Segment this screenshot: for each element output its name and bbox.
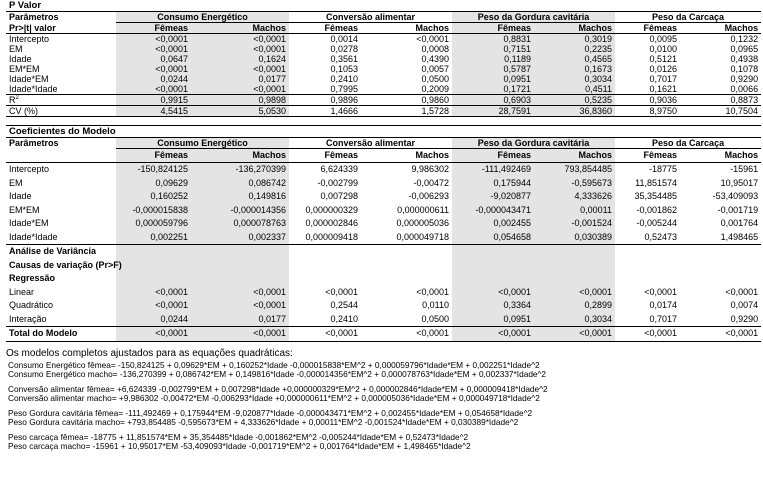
col-header: Fêmeas <box>289 149 361 163</box>
value-cell: 6,624339 <box>320 164 358 174</box>
col-header: Machos <box>680 149 761 163</box>
value-cell: <0,0001 <box>191 84 289 95</box>
group-header: Consumo Energético <box>116 12 289 23</box>
value-cell: 0,149816 <box>191 190 289 204</box>
row-label: EM*EM <box>9 204 40 215</box>
r2-row <box>6 95 761 106</box>
p-value-title-row <box>6 0 761 12</box>
value-cell: 35,354485 <box>634 191 677 201</box>
value-cell: <0,0001 <box>116 299 191 313</box>
anova-subtitle <box>6 259 761 273</box>
value-cell: 0,0014 <box>330 34 358 44</box>
p-value-table <box>6 0 761 117</box>
equation-line: Peso Gordura cavitária fêmea= -111,492469 + 0,175944*EM -9,020877*Idade -0,000043471*EM^2 + 0,002455*Idade*EM + 0,054658*Idade^2 <box>8 407 533 418</box>
value-cell: 0,4565 <box>534 54 615 64</box>
value-cell: -136,270399 <box>191 163 289 177</box>
value-cell: <0,0001 <box>116 84 191 95</box>
value-cell: 0,4390 <box>421 54 449 64</box>
table-row <box>6 204 761 218</box>
table-row <box>6 34 761 45</box>
anova-title <box>6 245 761 259</box>
value-cell: 0,2235 <box>534 44 615 54</box>
col-header: Machos <box>361 149 452 163</box>
value-cell: 0,000009418 <box>289 231 361 245</box>
table-row <box>6 74 761 84</box>
value-cell: -0,001719 <box>717 204 759 215</box>
value-cell: <0,0001 <box>116 44 191 54</box>
row-label: Intercepto <box>9 164 50 174</box>
value-cell: 0,0244 <box>116 313 191 327</box>
value-cell: 793,854485 <box>534 163 615 177</box>
table-row <box>6 177 761 191</box>
value-cell: 0,000000611 <box>397 204 449 215</box>
col-header: Fêmeas <box>116 23 191 34</box>
anova-title-text: Análise de Variância <box>9 246 97 256</box>
value-cell: 0,160252 <box>116 190 191 204</box>
value-cell: <0,0001 <box>534 286 615 300</box>
value-cell: 1,4666 <box>289 106 361 117</box>
table-row <box>6 313 761 327</box>
equation-line: Conversão alimentar macho= +9,986302 -0,00472*EM -0,006293*Idade +0,000000611*EM^2 + 0,000005036*Idade*EM + 0,000049718*Idade^2 <box>8 393 540 403</box>
table-row <box>6 64 761 74</box>
table-row <box>6 190 761 204</box>
value-cell: <0,0001 <box>680 327 761 342</box>
equations-title: Os modelos completos ajustados para as equações quadráticas: <box>6 347 293 359</box>
value-cell: 0,1624 <box>191 54 289 64</box>
row-label: Idade*EM <box>9 74 49 84</box>
table-row <box>6 44 761 54</box>
value-cell: 4,333626 <box>534 190 615 204</box>
value-cell: -53,409093 <box>712 191 759 201</box>
value-cell: -0,000014356 <box>191 204 289 218</box>
value-cell: 0,2410 <box>330 313 358 324</box>
sub-label: Pr>|t| valor <box>6 23 116 34</box>
value-cell: 0,030389 <box>534 231 615 245</box>
col-header: Fêmeas <box>289 23 361 34</box>
value-cell: 0,5235 <box>534 95 615 106</box>
value-cell: 0,6903 <box>452 95 534 106</box>
value-cell: 0,0095 <box>649 34 677 44</box>
value-cell: <0,0001 <box>416 34 449 44</box>
value-cell: 1,498465 <box>680 231 761 245</box>
value-cell: <0,0001 <box>191 327 289 342</box>
value-cell: -150,824125 <box>116 163 191 177</box>
param-label: Parâmetros <box>6 12 116 23</box>
value-cell: 0,175944 <box>452 177 534 191</box>
value-cell: 0,0100 <box>649 44 677 54</box>
p-value-title: P Valor <box>9 0 42 11</box>
value-cell: 1,5728 <box>361 106 452 117</box>
value-cell: 0,000078763 <box>191 217 289 231</box>
value-cell: 0,0066 <box>680 84 761 95</box>
value-cell: 0,2544 <box>330 300 358 310</box>
value-cell: 0,5121 <box>649 54 677 64</box>
value-cell: 0,000005036 <box>396 218 449 228</box>
value-cell: 0,2009 <box>361 84 452 95</box>
value-cell: <0,0001 <box>325 286 358 297</box>
group-header: Peso da Carcaça <box>615 12 761 23</box>
equation-line: Consumo Energético fêmea= -150,824125 + 0,09629*EM + 0,160252*Idade -0,000015838*EM^2 + 0,000059796*Idade*EM + 0,002251*Idade^2 <box>8 359 540 370</box>
value-cell: 0,000000329 <box>305 204 358 215</box>
col-header: Fêmeas <box>116 149 191 163</box>
row-label: Linear <box>9 286 35 297</box>
anova-subtitle-text: Causas de variação (Pr>F) <box>9 259 122 270</box>
value-cell: 0,8873 <box>680 95 761 106</box>
value-cell: <0,0001 <box>116 34 191 45</box>
group-header: Peso da Carcaça <box>615 138 761 149</box>
value-cell: 0,0278 <box>330 44 358 54</box>
value-cell: 0,9860 <box>361 95 452 106</box>
value-cell: <0,0001 <box>289 327 361 342</box>
col-header: Machos <box>680 23 761 34</box>
col-header: Fêmeas <box>452 23 534 34</box>
group-header: Peso da Gordura cavitária <box>452 138 615 149</box>
value-cell: 0,002455 <box>452 217 534 231</box>
value-cell: 0,0965 <box>730 44 759 54</box>
value-cell: 0,00011 <box>534 204 615 218</box>
value-cell: 0,3034 <box>534 74 615 84</box>
value-cell: <0,0001 <box>116 286 191 300</box>
value-cell: 0,8831 <box>452 34 534 45</box>
col-header: Fêmeas <box>615 149 680 163</box>
value-cell: 8,9750 <box>615 106 680 117</box>
value-cell: <0,0001 <box>644 286 677 297</box>
equations-section <box>0 348 763 452</box>
value-cell: <0,0001 <box>191 64 289 74</box>
value-cell: -0,00472 <box>413 177 449 188</box>
value-cell: <0,0001 <box>452 286 534 300</box>
value-cell: 11,851574 <box>635 177 677 188</box>
value-cell: 0,0177 <box>191 313 289 327</box>
col-header: Machos <box>191 23 289 34</box>
table-row <box>6 327 761 342</box>
value-cell: 0,3364 <box>452 299 534 313</box>
group-header: Peso da Gordura cavitária <box>452 12 615 23</box>
value-cell: 0,7017 <box>649 74 677 84</box>
r2-sup: 2 <box>15 95 19 101</box>
col-header: Machos <box>534 23 615 34</box>
value-cell: 0,0244 <box>116 74 191 84</box>
value-cell: 36,8360 <box>534 106 615 117</box>
value-cell: 0,7995 <box>289 84 361 95</box>
value-cell: -0,000043471 <box>452 204 534 218</box>
row-label: Quadrático <box>9 300 54 310</box>
col-header: Machos <box>191 149 289 163</box>
value-cell: 0,3561 <box>330 54 358 64</box>
value-cell: 0,2899 <box>534 299 615 313</box>
value-cell: 0,7151 <box>452 44 534 54</box>
value-cell: 0,3034 <box>534 313 615 327</box>
value-cell: 0,9036 <box>615 95 680 106</box>
value-cell: 0,0951 <box>452 313 534 327</box>
value-cell: <0,0001 <box>191 286 289 300</box>
value-cell: 0,001764 <box>720 218 759 228</box>
value-cell: <0,0001 <box>116 64 191 74</box>
row-label: Idade*Idade <box>6 84 116 95</box>
value-cell: 28,7591 <box>452 106 534 117</box>
value-cell: 0,5787 <box>452 64 534 74</box>
row-label: Idade <box>9 191 32 201</box>
value-cell: 0,52473 <box>615 231 680 245</box>
equation-line: Consumo Energético macho= -136,270399 + 0,086742*EM + 0,149816*Idade -0,000014356*EM^2 + 0,000078763*Idade*EM + 0,002337*Idade^2 <box>8 369 547 379</box>
col-header: Fêmeas <box>615 23 680 34</box>
value-cell: <0,0001 <box>452 327 534 342</box>
row-label: EM <box>9 44 23 54</box>
col-header: Fêmeas <box>452 149 534 163</box>
col-header: Machos <box>361 23 452 34</box>
equation-line: Conversão alimentar fêmea= +6,624339 -0,002799*EM + 0,007298*Idade +0,000000329*EM^2 + 0,000002846*Idade*EM + 0,000009418*Idade^2 <box>8 383 548 394</box>
value-cell: <0,0001 <box>361 327 452 342</box>
value-cell: 0,7017 <box>649 313 677 324</box>
value-cell: 10,95017 <box>720 177 759 188</box>
value-cell: 0,9898 <box>191 95 289 106</box>
value-cell: 0,1721 <box>452 84 534 95</box>
param-label: Parâmetros <box>6 138 116 149</box>
r2-label: R <box>9 95 16 105</box>
equation-line: Peso carcaça macho= -15961 + 10,95017*EM -53,409093*Idade -0,001719*EM^2 + 0,001764*Idade*EM + 1,498465*Idade^2 <box>8 441 471 451</box>
coef-title-row <box>6 126 761 138</box>
value-cell: 0,000049718 <box>361 231 452 245</box>
value-cell: -0,006293 <box>408 191 449 201</box>
table-row <box>6 299 761 313</box>
row-label: Interação <box>9 313 47 324</box>
value-cell: 0,2410 <box>330 74 358 84</box>
value-cell: 0,0174 <box>649 300 677 310</box>
table-row <box>6 54 761 64</box>
table-row <box>6 163 761 177</box>
coefficients-table <box>6 125 761 342</box>
value-cell: 0,1078 <box>730 64 759 74</box>
value-cell: <0,0001 <box>116 327 191 342</box>
anova-regression <box>6 272 761 286</box>
value-cell: 0,1621 <box>615 84 680 95</box>
row-label: Idade <box>9 54 32 64</box>
row-label: CV (%) <box>6 106 116 117</box>
value-cell: 0,0500 <box>421 74 449 84</box>
value-cell: 4,5415 <box>116 106 191 117</box>
row-label <box>6 95 116 106</box>
value-cell: 0,1189 <box>452 54 534 64</box>
value-cell: 0,054658 <box>452 231 534 245</box>
value-cell: 0,086742 <box>191 177 289 191</box>
value-cell: -0,001524 <box>534 217 615 231</box>
table-row <box>6 286 761 300</box>
row-label: Total do Modelo <box>6 327 116 342</box>
row-label: EM <box>9 177 23 188</box>
row-label: Idade*Idade <box>6 231 116 245</box>
equation-line: Peso Gordura cavitária macho= +793,854485 -0,595673*EM + 4,333626*Idade + 0,00011*EM^2 -0,001524*Idade*EM + 0,030389*Idade^2 <box>8 417 519 427</box>
value-cell: <0,0001 <box>725 286 759 297</box>
value-cell: 0,4938 <box>730 54 759 64</box>
value-cell: -15961 <box>730 164 759 174</box>
value-cell: 0,0500 <box>421 313 449 324</box>
value-cell: -0,595673 <box>534 177 615 191</box>
value-cell: <0,0001 <box>191 44 289 54</box>
value-cell: -0,000015838 <box>116 204 191 218</box>
value-cell: 0,0057 <box>421 64 449 74</box>
value-cell: 0,1232 <box>730 34 759 44</box>
value-cell: 0,0177 <box>191 74 289 84</box>
coef-title: Coeficientes do Modelo <box>6 126 761 138</box>
table-row <box>6 84 761 95</box>
value-cell: 0,3019 <box>534 34 615 45</box>
value-cell: 0,9896 <box>289 95 361 106</box>
value-cell: 0,4511 <box>534 84 615 95</box>
group-header: Conversão alimentar <box>289 138 452 149</box>
value-cell: <0,0001 <box>191 299 289 313</box>
value-cell: 0,0126 <box>649 64 677 74</box>
coef-group-header <box>6 138 761 149</box>
value-cell: 0,000002846 <box>305 218 358 228</box>
p-value-group-header <box>6 12 761 23</box>
group-header: Consumo Energético <box>116 138 289 149</box>
row-label: Idade*EM <box>9 218 49 228</box>
value-cell: -18775 <box>648 164 677 174</box>
value-cell: <0,0001 <box>416 286 449 297</box>
value-cell: 0,9290 <box>730 74 759 84</box>
value-cell: -0,005244 <box>636 218 677 228</box>
equation-line: Peso carcaça fêmea= -18775 + 11,851574*EM + 35,354485*Idade -0,001862*EM^2 -0,005244*Idade*EM + 0,52473*Idade^2 <box>8 431 469 442</box>
row-label: Intercepto <box>9 34 50 44</box>
value-cell: 9,986302 <box>411 164 449 174</box>
value-cell: 0,007298 <box>320 191 358 201</box>
value-cell: 0,002337 <box>191 231 289 245</box>
anova-regression-text: Regressão <box>9 273 56 283</box>
value-cell: 0,000059796 <box>116 217 191 231</box>
value-cell: 0,0647 <box>116 54 191 64</box>
row-label: EM*EM <box>9 64 40 74</box>
value-cell: 0,0008 <box>421 44 449 54</box>
value-cell: -0,002799 <box>317 177 358 188</box>
coef-col-header <box>6 149 761 163</box>
value-cell: 0,1053 <box>330 64 358 74</box>
group-header: Conversão alimentar <box>289 12 452 23</box>
value-cell: 5,0530 <box>191 106 289 117</box>
value-cell: 0,002251 <box>116 231 191 245</box>
value-cell: <0,0001 <box>191 34 289 45</box>
value-cell: 0,9915 <box>116 95 191 106</box>
value-cell: 0,0074 <box>730 300 759 310</box>
value-cell: -9,020877 <box>452 190 534 204</box>
value-cell: 0,9290 <box>730 313 759 324</box>
value-cell: -0,001862 <box>636 204 677 215</box>
cv-row <box>6 106 761 117</box>
value-cell: <0,0001 <box>534 327 615 342</box>
value-cell: 10,7504 <box>680 106 761 117</box>
value-cell: 0,0951 <box>452 74 534 84</box>
value-cell: 0,0110 <box>422 300 449 310</box>
table-row <box>6 217 761 231</box>
value-cell: -111,492469 <box>452 163 534 177</box>
p-value-col-header <box>6 23 761 34</box>
col-header: Machos <box>534 149 615 163</box>
value-cell: 0,09629 <box>116 177 191 191</box>
value-cell: <0,0001 <box>615 327 680 342</box>
value-cell: 0,1673 <box>534 64 615 74</box>
table-row <box>6 231 761 245</box>
